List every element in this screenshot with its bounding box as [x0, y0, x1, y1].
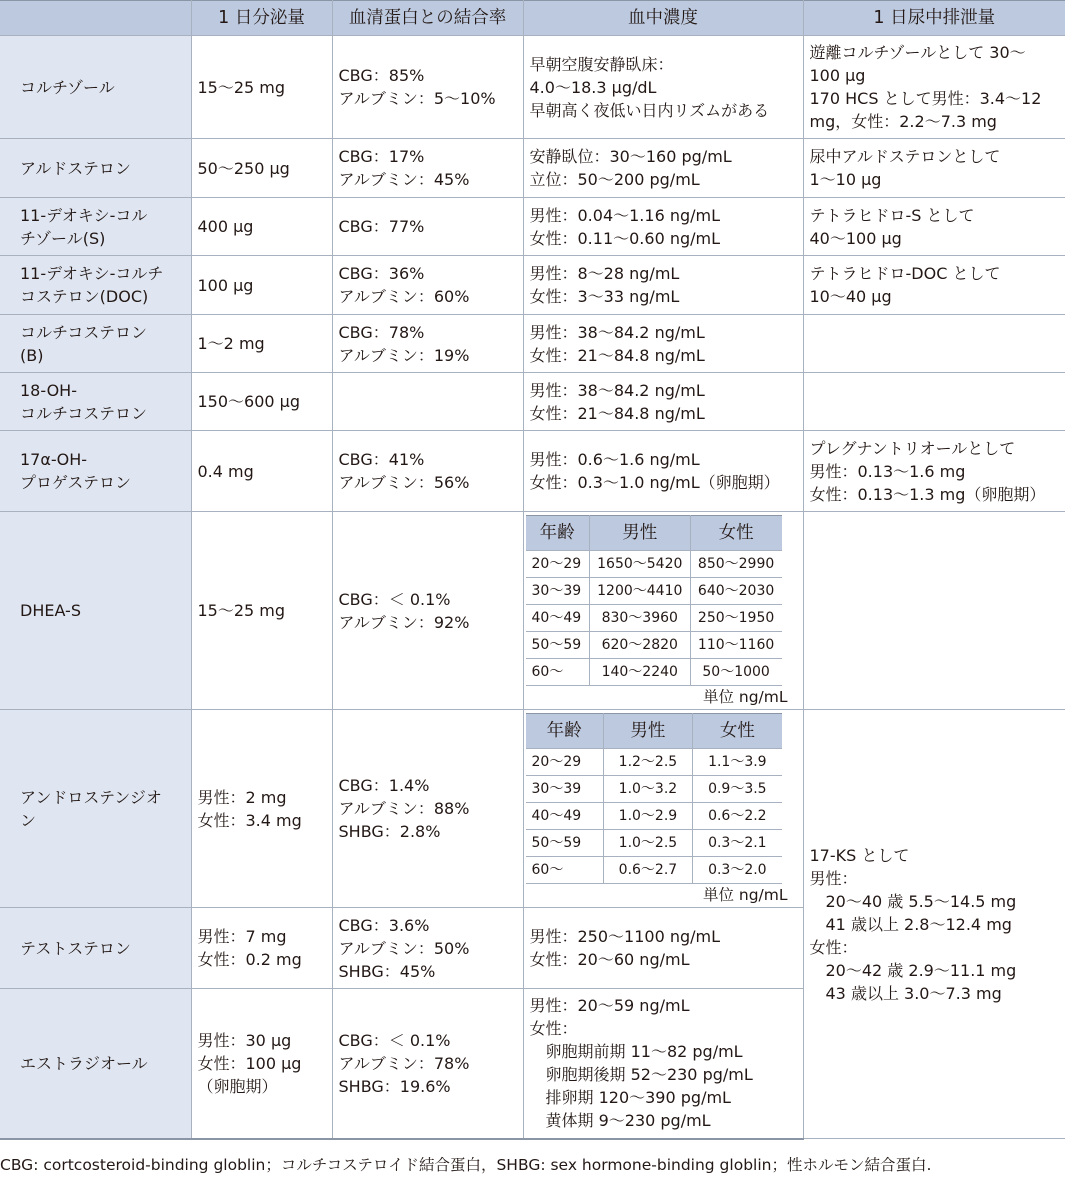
- row-androstenedione: [0, 710, 1065, 908]
- age-reference-table: [526, 713, 782, 884]
- protein-binding: CBG：78% アルブミン：19%: [332, 315, 523, 373]
- age-range: 30〜39: [526, 776, 604, 803]
- blood-concentration: 安静臥位：30〜160 pg/mL 立位：50〜200 pg/mL: [523, 139, 803, 198]
- age-reference-table: [526, 515, 782, 686]
- age-range: 20〜29: [526, 749, 604, 776]
- female-range: 0.3〜2.0: [693, 857, 782, 884]
- blood-concentration: [523, 512, 803, 710]
- subtable-row: [526, 749, 782, 776]
- daily-secretion: 15〜25 mg: [191, 36, 332, 139]
- hormone-name: アルドステロン: [0, 139, 191, 198]
- female-header: 女性: [690, 516, 781, 551]
- header-binding: 血清蛋白との結合率: [332, 1, 523, 36]
- protein-binding: CBG：36% アルブミン：60%: [332, 256, 523, 315]
- age-reference: [526, 515, 792, 706]
- row-dhea-s: [0, 512, 1065, 710]
- age-range: 60〜: [526, 659, 590, 686]
- row-cortisol: [0, 36, 1065, 139]
- subtable-row: [526, 776, 782, 803]
- subtable-row: [526, 857, 782, 884]
- male-range: 1.0〜2.5: [603, 830, 692, 857]
- female-range: 1.1〜3.9: [693, 749, 782, 776]
- hormone-name: エストラジオール: [0, 989, 191, 1139]
- subtable-row: [526, 632, 782, 659]
- hormone-name: 11-デオキシ-コル チゾール(S): [0, 198, 191, 256]
- daily-secretion: 15〜25 mg: [191, 512, 332, 710]
- subtable-header: [526, 516, 782, 551]
- female-range: 0.9〜3.5: [693, 776, 782, 803]
- protein-binding: CBG：85% アルブミン：5〜10%: [332, 36, 523, 139]
- footnote: CBG: cortcosteroid-binding globlin；コルチコステロイド結合蛋白，SHBG: sex hormone-binding globlin；性ホルモン結合蛋白.: [0, 1156, 932, 1174]
- row-doc: [0, 256, 1065, 315]
- protein-binding: CBG：77%: [332, 198, 523, 256]
- urine-excretion: 尿中アルドステロンとして 1〜10 μg: [803, 139, 1065, 198]
- female-range: 0.6〜2.2: [693, 803, 782, 830]
- hormone-name: コルチゾール: [0, 36, 191, 139]
- hormone-name: テストステロン: [0, 908, 191, 989]
- male-range: 1200〜4410: [589, 578, 690, 605]
- header-urine: 1 日尿中排泄量: [803, 1, 1065, 36]
- urine-excretion: テトラヒドロ-DOC として 10〜40 μg: [803, 256, 1065, 315]
- urine-excretion: [803, 315, 1065, 373]
- hormone-name: アンドロステンジオ ン: [0, 710, 191, 908]
- protein-binding: CBG：1.4% アルブミン：88% SHBG：2.8%: [332, 710, 523, 908]
- protein-binding: CBG：17% アルブミン：45%: [332, 139, 523, 198]
- urine-excretion: プレグナントリオールとして 男性：0.13〜1.6 mg 女性：0.13〜1.3 mg（卵胞期）: [803, 431, 1065, 512]
- male-range: 1.2〜2.5: [603, 749, 692, 776]
- protein-binding: CBG：3.6% アルブミン：50% SHBG：45%: [332, 908, 523, 989]
- age-range: 50〜59: [526, 830, 604, 857]
- protein-binding: CBG：＜ 0.1% アルブミン：78% SHBG：19.6%: [332, 989, 523, 1139]
- unit-label: 単位 ng/mL: [702, 886, 788, 904]
- daily-secretion: 男性：7 mg 女性：0.2 mg: [191, 908, 332, 989]
- daily-secretion: 400 μg: [191, 198, 332, 256]
- row-18-oh-corticosterone: [0, 373, 1065, 431]
- subtable-row: [526, 830, 782, 857]
- male-range: 1.0〜2.9: [603, 803, 692, 830]
- subtable-row: [526, 803, 782, 830]
- unit-label: 単位 ng/mL: [702, 688, 788, 706]
- hormone-name: 11-デオキシ-コルチ コステロン(DOC): [0, 256, 191, 315]
- daily-secretion: 1〜2 mg: [191, 315, 332, 373]
- age-range: 50〜59: [526, 632, 590, 659]
- row-11-deoxycortisol: [0, 198, 1065, 256]
- urine-excretion: [803, 512, 1065, 710]
- age-header: 年齢: [526, 516, 590, 551]
- blood-concentration: 男性：38〜84.2 ng/mL 女性：21〜84.8 ng/mL: [523, 373, 803, 431]
- female-range: 50〜1000: [690, 659, 781, 686]
- female-range: 640〜2030: [690, 578, 781, 605]
- blood-concentration: 男性：0.6〜1.6 ng/mL 女性：0.3〜1.0 ng/mL（卵胞期）: [523, 431, 803, 512]
- age-range: 40〜49: [526, 605, 590, 632]
- subtable-row: [526, 605, 782, 632]
- female-header: 女性: [693, 714, 782, 749]
- age-range: 40〜49: [526, 803, 604, 830]
- header-blood: 血中濃度: [523, 1, 803, 36]
- male-range: 0.6〜2.7: [603, 857, 692, 884]
- daily-secretion: 100 μg: [191, 256, 332, 315]
- urine-excretion: テトラヒドロ-S として 40〜100 μg: [803, 198, 1065, 256]
- male-range: 830〜3960: [589, 605, 690, 632]
- hormone-name: コルチコステロン (B): [0, 315, 191, 373]
- age-header: 年齢: [526, 714, 604, 749]
- age-range: 30〜39: [526, 578, 590, 605]
- urine-excretion-17ks: 17-KS として 男性： 20〜40 歳 5.5〜14.5 mg 41 歳以上 2.8〜12.4 mg 女性： 20〜42 歳 2.9〜11.1 mg 43 歳以上 3.0〜7.3 mg: [803, 710, 1065, 1139]
- age-range: 20〜29: [526, 551, 590, 578]
- blood-concentration: 男性：8〜28 ng/mL 女性：3〜33 ng/mL: [523, 256, 803, 315]
- subtable-row: [526, 578, 782, 605]
- female-range: 110〜1160: [690, 632, 781, 659]
- hormone-name: 17α-OH- プロゲステロン: [0, 431, 191, 512]
- male-range: 140〜2240: [589, 659, 690, 686]
- subtable-row: [526, 659, 782, 686]
- row-aldosterone: [0, 139, 1065, 198]
- male-range: 620〜2820: [589, 632, 690, 659]
- row-17a-oh-progesterone: [0, 431, 1065, 512]
- female-range: 250〜1950: [690, 605, 781, 632]
- row-corticosterone: [0, 315, 1065, 373]
- blood-concentration: 男性：0.04〜1.16 ng/mL 女性：0.11〜0.60 ng/mL: [523, 198, 803, 256]
- female-range: 850〜2990: [690, 551, 781, 578]
- blood-concentration: 男性：250〜1100 ng/mL 女性：20〜60 ng/mL: [523, 908, 803, 989]
- male-range: 1650〜5420: [589, 551, 690, 578]
- header-corner: [0, 1, 191, 36]
- daily-secretion: 150〜600 μg: [191, 373, 332, 431]
- header-row: [0, 1, 1065, 36]
- daily-secretion: 0.4 mg: [191, 431, 332, 512]
- age-reference: [526, 713, 792, 904]
- daily-secretion: 男性：2 mg 女性：3.4 mg: [191, 710, 332, 908]
- subtable-row: [526, 551, 782, 578]
- protein-binding: [332, 373, 523, 431]
- subtable-header: [526, 714, 782, 749]
- protein-binding: CBG：＜ 0.1% アルブミン：92%: [332, 512, 523, 710]
- hormone-name: DHEA-S: [0, 512, 191, 710]
- urine-excretion: [803, 373, 1065, 431]
- female-range: 0.3〜2.1: [693, 830, 782, 857]
- header-secretion: 1 日分泌量: [191, 1, 332, 36]
- daily-secretion: 50〜250 μg: [191, 139, 332, 198]
- male-header: 男性: [589, 516, 690, 551]
- protein-binding: CBG：41% アルブミン：56%: [332, 431, 523, 512]
- urine-excretion: 遊離コルチゾールとして 30〜 100 μg 170 HCS として男性：3.4〜12 mg，女性：2.2〜7.3 mg: [803, 36, 1065, 139]
- blood-concentration: 早朝空腹安静臥床： 4.0〜18.3 μg/dL 早朝高く夜低い日内リズムがある: [523, 36, 803, 139]
- hormone-name: 18-OH- コルチコステロン: [0, 373, 191, 431]
- daily-secretion: 男性：30 μg 女性：100 μg （卵胞期）: [191, 989, 332, 1139]
- age-range: 60〜: [526, 857, 604, 884]
- blood-concentration: [523, 710, 803, 908]
- blood-concentration: 男性：38〜84.2 ng/mL 女性：21〜84.8 ng/mL: [523, 315, 803, 373]
- blood-concentration: 男性：20〜59 ng/mL 女性： 卵胞期前期 11〜82 pg/mL 卵胞期後期 52〜230 pg/mL 排卵期 120〜390 pg/mL 黄体期 9〜230 pg/mL: [523, 989, 803, 1139]
- male-range: 1.0〜3.2: [603, 776, 692, 803]
- male-header: 男性: [603, 714, 692, 749]
